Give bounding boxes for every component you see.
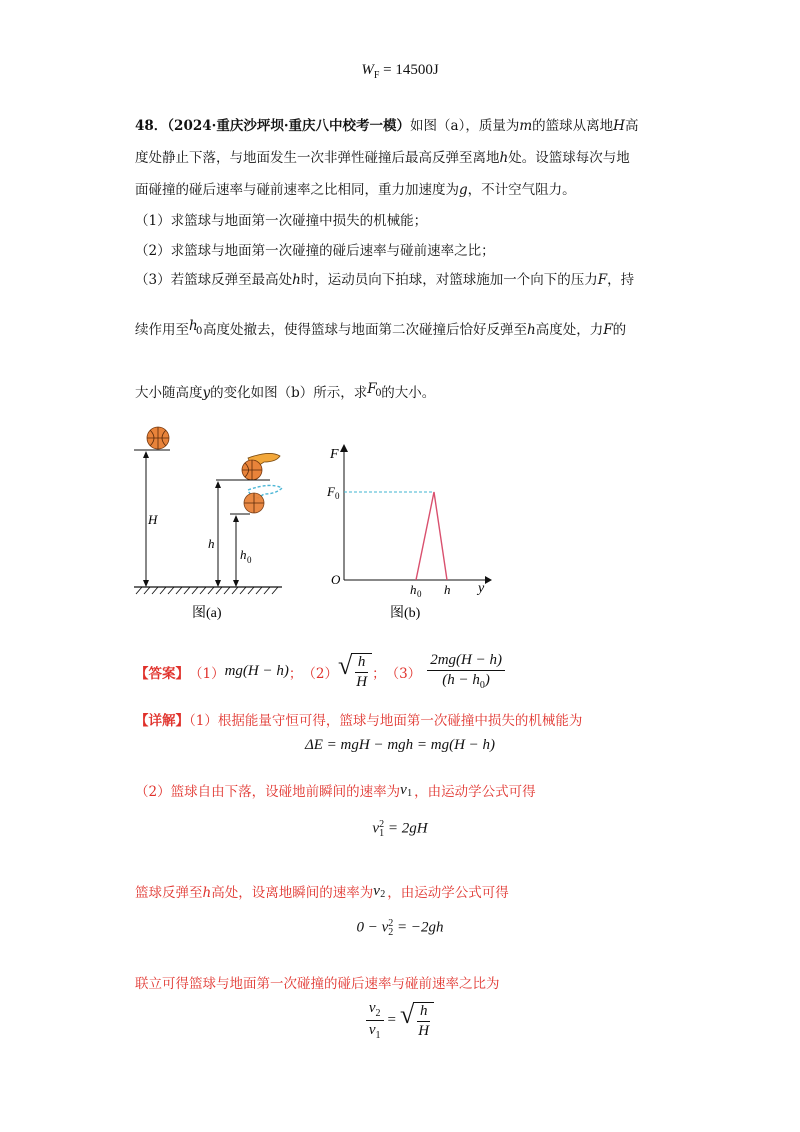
equation-energy: ΔE = mgH − mgh = mg(H − h) [304,737,496,753]
detail-line-2: （2）篮球自由下落，设碰地前瞬间的速率为 v 1 ，由运动学公式可得 [135,782,536,800]
subquestion-2: （2）求篮球与地面第一次碰撞的碰后速率与碰前速率之比； [135,243,495,259]
hand-ball-dashed-icon [244,485,282,513]
detail-line-1: 【详解】（1）根据能量守恒可得，篮球与地面第一次碰撞中损失的机械能为 [135,713,583,729]
label-h: h [208,536,215,551]
basketball-top-icon [147,427,169,449]
equation-v1: v 2 1 = 2gH [372,819,428,839]
subquestion-1: （1）求篮球与地面第一次碰撞中损失的机械能； [135,213,428,229]
svg-text:0: 0 [417,589,422,599]
question-line-2: 度处静止下落，与地面发生一次非弹性碰撞后最高反弹至离地h处。设篮球每次与地 [135,150,630,166]
origin-label: O [331,572,341,587]
label-h0: h [240,547,247,562]
ground [134,587,282,594]
tick-h0: h [410,582,417,597]
question-line-3: 面碰撞的碰后速率与碰前速率之比相同，重力加速度为g，不计空气阻力。 [135,182,576,198]
x-axis-label: y [478,581,485,596]
answer-3: $\frac{2mg(H - h)}{(h - h_0)}$ [427,652,505,691]
detail-line-4: 联立可得篮球与地面第一次碰撞的碰后速率与碰前速率之比为 [135,976,500,992]
tick-F0: F [327,484,335,499]
answer-tag: 【答案】 [135,665,189,682]
answer-2: √ $\frac{h}{H}$ [338,653,372,691]
svg-text:0: 0 [335,491,340,501]
hand-ball-icon [242,453,280,480]
answer-1: mg(H − h) [224,663,289,679]
question-line-h0: 续作用至 h 0 高度处撤去，使得篮球与地面第二次碰撞后恰好反弹至h高度处，力F的 [135,318,627,338]
question-line-1: 48．（2024·重庆沙坪坝·重庆八中校考一模）如图（a），质量为m的篮球从离地H高 [135,118,639,134]
detail-line-3: 篮球反弹至h高处，设离地瞬间的速率为 v 2 ，由运动学公式可得 [135,883,509,901]
top-formula: $W_F = 14500J$ [361,62,439,81]
figure-a-caption: 图(a) [192,606,222,621]
label-H: H [148,512,158,527]
answer-line: 【答案】 （1） mg(H − h) ； （2） √ $\frac{h}{H}$ ； （3） $\frac{2mg(H - h)}{(h - h_0)}$ [135,652,505,691]
question-source: （2024·重庆沙坪坝·重庆八中校考一模） [167,118,411,134]
svg-text:0: 0 [247,555,252,565]
equation-v2: 0 − v 2 2 = −2gh [356,918,444,938]
subquestion-3: （3）若篮球反弹至最高处h时，运动员向下拍球，对篮球施加一个向下的压力F，持 [135,272,635,288]
equation-ratio: $\frac{v_2}{v_1}$ = √ $\frac{h}{H}$ [0,1000,800,1041]
detail-tag: 【详解】 [135,713,189,729]
figure-b-caption: 图(b) [390,606,421,621]
question-line-F0: 大小随高度y的变化如图（b）所示，求 F 0 的大小。 [135,381,436,401]
y-axis-label: F [330,447,339,462]
figure-a [130,420,290,630]
tick-h: h [444,582,451,597]
force-curve [416,492,447,580]
figure-b [320,440,500,630]
